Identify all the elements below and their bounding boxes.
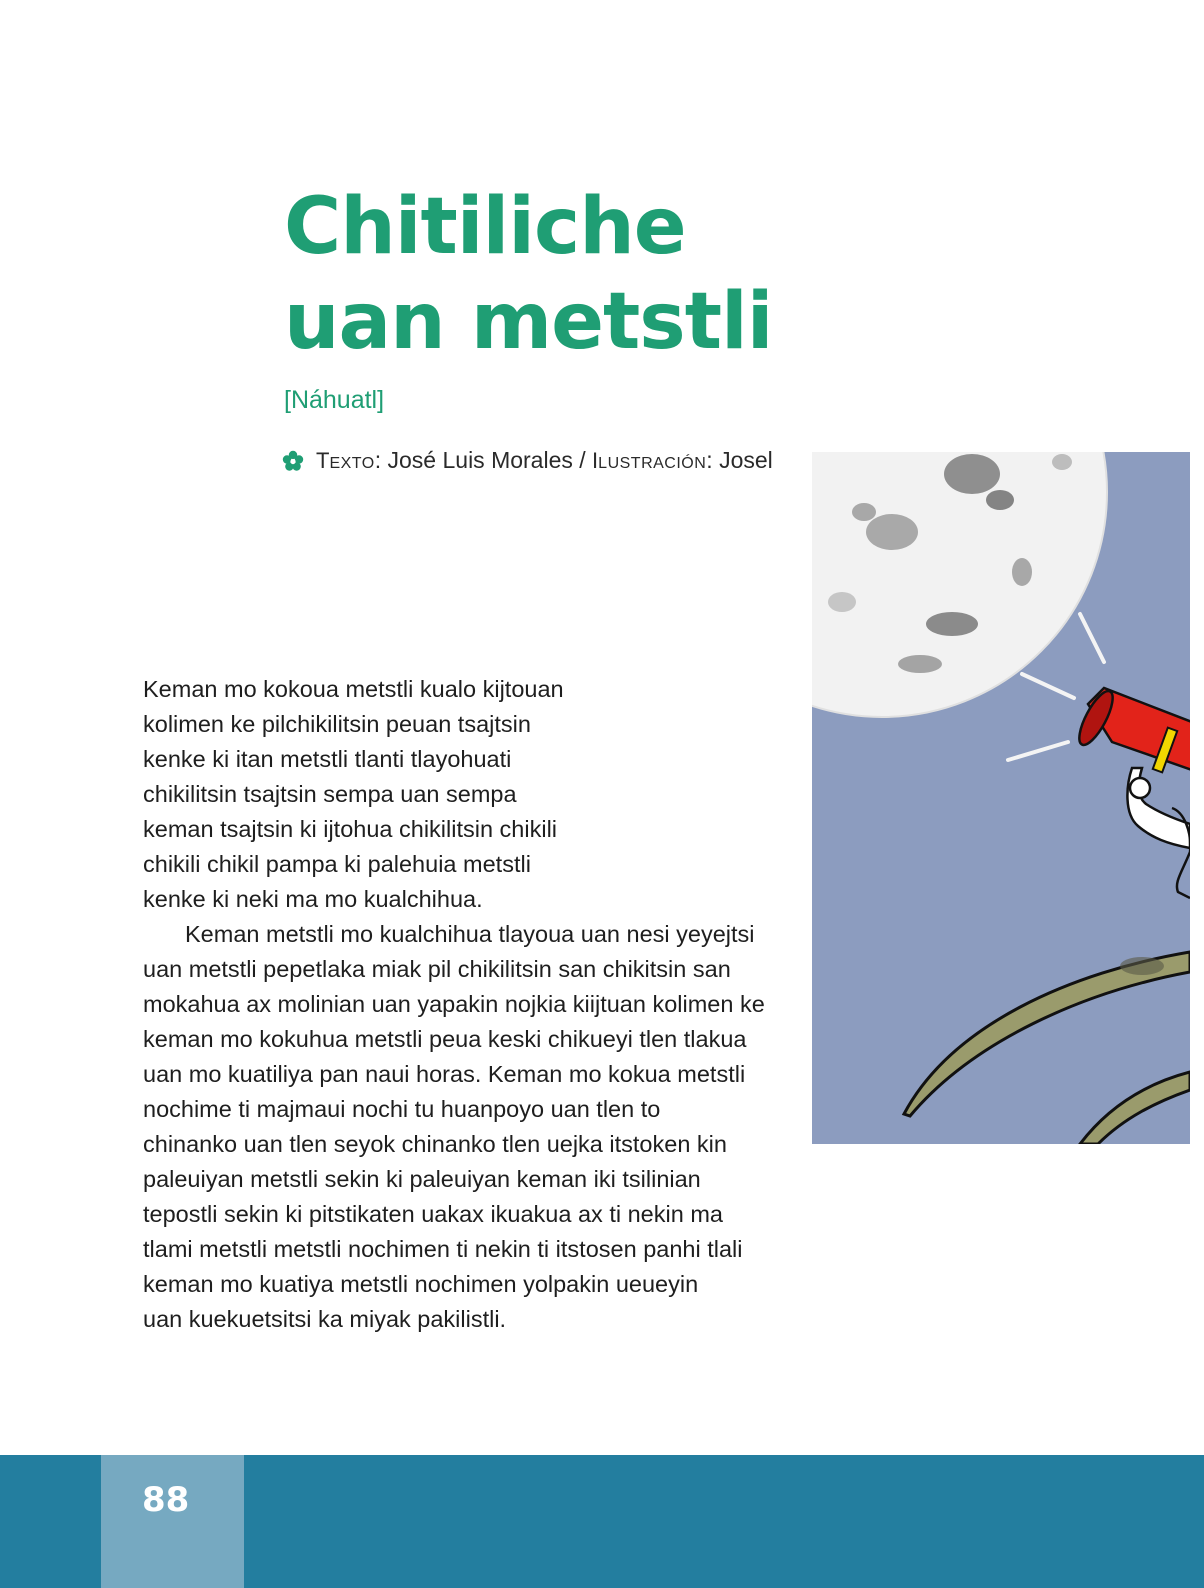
text-line: Keman metstli mo kualchihua tlayoua uan nesi yeyejtsi [185, 921, 755, 947]
text-line: uan metstli pepetlaka miak pil chikilitsin san chikitsin san [143, 956, 731, 982]
title-line-1: Chitiliche [284, 182, 686, 272]
text-author: José Luis Morales [387, 447, 573, 473]
text-line: keman tsajtsin ki ijtohua chikilitsin chikili [143, 816, 558, 842]
text-line: paleuiyan metstli sekin ki paleuiyan keman iki tsilinian [143, 1166, 701, 1192]
credits-line [282, 447, 773, 474]
illustration-credit-label: ILUSTRACIÓN [592, 448, 707, 473]
flower-icon [282, 450, 304, 472]
title-line-2: uan metstli [284, 277, 773, 367]
moon-cricket-illustration [812, 452, 1190, 1144]
story-illustration [812, 452, 1190, 1144]
text-line: keman mo kuatiya metstli nochimen yolpakin ueueyin [143, 1271, 699, 1297]
illustration-credit-sep: : [706, 447, 720, 473]
page-number-box [101, 1455, 244, 1588]
page-number: 88 [142, 1480, 190, 1520]
text-line: tlami metstli metstli nochimen ti nekin ti itstosen panhi tlali [143, 1236, 743, 1262]
text-line: chinanko uan tlen seyok chinanko tlen uejka itstoken kin [143, 1131, 727, 1157]
text-line: chikili chikil pampa ki palehuia metstli [143, 851, 531, 877]
language-label: [Náhuatl] [284, 386, 385, 414]
text-line: kenke ki neki ma mo kualchihua. [143, 886, 483, 912]
text-line: kenke ki itan metstli tlanti tlayohuati [143, 746, 512, 772]
story-text [143, 672, 803, 1337]
paragraph-2 [143, 917, 803, 1337]
text-line: kolimen ke pilchikilitsin peuan tsajtsin [143, 711, 531, 737]
text-line: uan mo kuatiliya pan naui horas. Keman mo kokua metstli [143, 1061, 746, 1087]
text-line: nochime ti majmaui nochi tu huanpoyo uan tlen to [143, 1096, 661, 1122]
text-credit-sep: : [374, 447, 388, 473]
text-line: uan kuekuetsitsi ka miyak pakilistli. [143, 1306, 507, 1332]
text-line: tepostli sekin ki pitstikaten uakax ikuakua ax ti nekin ma [143, 1201, 723, 1227]
text-line: keman mo kokuhua metstli peua keski chikueyi tlen tlakua [143, 1026, 747, 1052]
text-line: mokahua ax molinian uan yapakin nojkia kiijtuan kolimen ke [143, 991, 765, 1017]
text-line: chikilitsin tsajtsin sempa uan sempa [143, 781, 517, 807]
illustrator: Josel [719, 447, 773, 473]
paragraph-1 [143, 672, 803, 917]
text-line: Keman mo kokoua metstli kualo kijtouan [143, 676, 564, 702]
text-credit-label: TEXTO [316, 448, 375, 473]
page-title [284, 180, 773, 370]
credits-divider: / [572, 447, 593, 473]
